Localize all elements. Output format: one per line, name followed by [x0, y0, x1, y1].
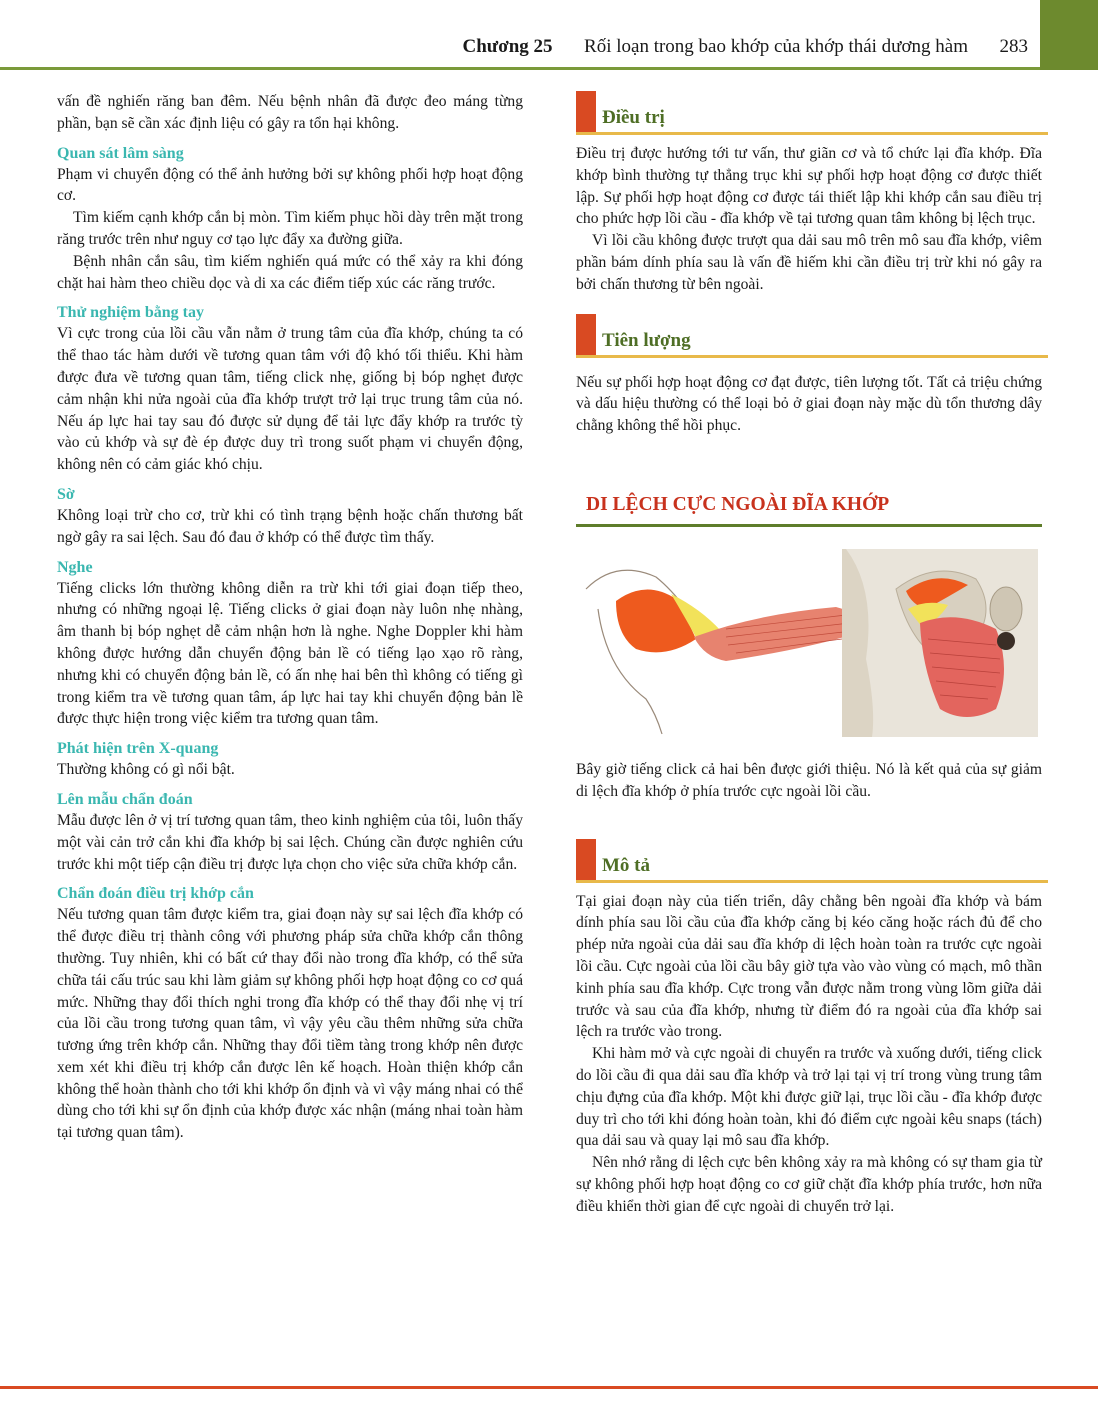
heading-bar [576, 91, 596, 135]
section-title-rule [576, 524, 1042, 527]
chapter-title: Rối loạn trong bao khớp của khớp thái dương hàm [584, 36, 968, 57]
paragraph: Vì cực trong của lồi cầu vẫn nằm ở trung tâm của đĩa khớp, chúng ta có thể thao tác hàm dưới về tương quan tâm với độ khó tối thiểu. Khi hàm được đưa về tương quan tâm, tiếng click nhẹ, giống bị bóp nghẹt được cảm nhận khi nửa ngoài của đĩa khớp trượt trở lại trục trung tâm của nó. Nếu áp lực hai tay sau đó được sử dụng để tải lực đẩy khớp ra trước tỳ vào củ khớp và sự đè ép được duy trì trong suốt phạm vi chuyển động, không nên có cảm giác khó chịu. [57, 325, 523, 474]
right-column [576, 91, 1042, 1218]
paragraph: Phạm vi chuyển động có thể ảnh hưởng bởi sự không phối hợp hoạt động cơ. [57, 165, 523, 205]
heading-rule [576, 355, 1048, 358]
heading-label: Điều trị [602, 107, 665, 128]
page-number: 283 [999, 36, 1028, 57]
paragraph: Mẫu được lên ở vị trí tương quan tâm, theo kinh nghiệm của tôi, luôn thấy một vài cản trở cắn khi đĩa khớp bị sai lệch. Chúng cần được nghiên cứu trước khi một tiếp cận điều trị được lựa chọn cho việc sửa chữa khớp cắn. [57, 811, 523, 873]
paragraph: Tại giai đoạn này của tiến triển, dây chằng bên ngoài đĩa khớp và bám dính phía sau lồi cầu của đĩa khớp căng bị kéo căng hoặc rách đủ để cho phép nửa ngoài của dải sau đĩa khớp di lệch hoàn toàn ra trước cực ngoài lồi cầu. Cực ngoài của lồi cầu bây giờ tựa vào vào vùng có mạch, mô thần kinh phía sau đĩa khớp. Cực trong vẫn được nằm trong vùng lõm giữa dải trước và sau của đĩa khớp, nhưng từ điểm đó ra ngoài của đĩa khớp sai lệch ra trước vào trong. [576, 892, 1042, 1041]
subheading-len-mau: Lên mẫu chẩn đoán [57, 790, 193, 808]
paragraph: Nếu tương quan tâm được kiểm tra, giai đoạn này sự sai lệch đĩa khớp có thể được điều trị thành công với phương pháp sửa chữa khớp cắn thông thường. Tuy nhiên, khi có bất cứ thay đổi nào trong đĩa khớp, có thể sửa chữa tái cấu trúc sau khi làm giảm sự không phối hợp hoạt động co cơ quá mức. Những thay đổi thích nghi trong đĩa khớp có thể thay đổi nhẹ vị trí của lồi cầu trong tương quan tâm, vì vậy yêu cầu thêm những sửa chữa tương ứng trên khớp cắn. Những thay đổi tiềm tàng trong khớp nên được xem xét khi điều trị khớp cắn được lên kế hoạch. Hoàn thiện khớp cắn không thể hoàn thành cho tới khi khớp ổn định và vì vậy máng nhai có thể dùng cho tới khi sự ổn định của khớp được xác nhận (máng nhai toàn hàm tại tương quan tâm). [57, 906, 523, 1142]
subheading-nghe: Nghe [57, 558, 93, 576]
subheading-so: Sờ [57, 485, 75, 503]
section-title [576, 487, 1042, 527]
paragraph: Khi hàm mở và cực ngoài di chuyển ra trước và xuống dưới, tiếng click do lồi cầu đi qua dải sau đĩa khớp và trở lại tại vị trí trong vùng trung tâm chịu đựng của đĩa khớp. Một khi được giữ lại, trục lồi cầu - đĩa khớp được duy trì cho tới khi đóng hoàn toàn, khi đó điểm cực ngoài kêu snaps (tách) qua dải sau và quay lại mô sau đĩa khớp. [576, 1045, 1042, 1150]
chapter-number: 25 [533, 36, 553, 57]
box-heading-tien-luong [576, 314, 1042, 358]
box-heading-mo-ta [576, 839, 1042, 883]
intro-paragraph: vấn đề nghiến răng ban đêm. Nếu bệnh nhân đã được đeo máng từng phần, bạn sẽ cần xác định liệu có gây ra tổn hại không. [57, 93, 523, 132]
subheading-chan-doan: Chẩn đoán điều trị khớp cắn [57, 885, 254, 903]
section-title-label: DI LỆCH CỰC NGOÀI ĐĨA KHỚP [586, 493, 890, 515]
paragraph: Không loại trừ cho cơ, trừ khi có tình trạng bệnh hoặc chấn thương bất ngờ gây ra sai lệch. Sau đó đau ở khớp có thể được tìm thấy. [57, 506, 523, 546]
running-head [463, 36, 1029, 58]
condyle-illustration [842, 549, 1038, 737]
corner-tab [1040, 0, 1098, 70]
paragraph: Tiếng clicks lớn thường không diễn ra trừ khi tới giai đoạn tiếp theo, nhưng có những ngoại lệ. Tiếng clicks ở giai đoạn này luôn nhẹ nhàng, âm thanh bị bóp nghẹt dễ cảm nhận hơn là nghe. Nghe Doppler khi hàm không được hướng dẫn chuyển động bản lề có tiếng lạo xạo rõ ràng, nhưng khi có chuyển động bản lề, có ấn nhẹ hai bên thì không có tiếng gì trong kiểm tra về tương quan tâm, áp lực hai tay khi chuyển động bản lề được thực hiện trong việc kiểm tra tương quan tâm. [57, 579, 523, 728]
paragraph: Điều trị được hướng tới tư vấn, thư giãn cơ và tổ chức lại đĩa khớp. Đĩa khớp bình thường tự thẳng trục khi sự phối hợp hoạt động cơ được thiết lập. Sự phối hợp hoạt động cơ được tái thiết lập khi khớp cắn sau điều trị cho phức hợp lồi cầu - đĩa khớp về tại tương quan tâm không bị lệch trục. [576, 145, 1042, 228]
subheading-xquang: Phát hiện trên X-quang [57, 740, 219, 758]
heading-label: Mô tả [602, 854, 651, 876]
heading-rule [576, 132, 1048, 135]
footer-rule [0, 1386, 1098, 1389]
paragraph: Tìm kiếm cạnh khớp cắn bị mòn. Tìm kiếm phục hồi dày trên mặt trong răng trước trên như nguy cơ tạo lực đẩy xa đường giữa. [57, 209, 523, 248]
disc-diagram [586, 570, 858, 734]
heading-bar [576, 314, 596, 358]
paragraph: Thường không có gì nổi bật. [57, 761, 235, 779]
heading-bar [576, 839, 596, 883]
page-header [0, 0, 1098, 75]
paragraph: Nên nhớ rằng di lệch cực bên không xảy ra mà không có sự tham gia từ sự không phối hợp hoạt động co cơ giữ chặt đĩa khớp phía trước, hơn nữa điều khiển thời gian để cực ngoài di chuyển trở lại. [576, 1154, 1042, 1215]
chapter-label: Chương [462, 36, 529, 57]
box-heading-dieu-tri [576, 91, 1042, 135]
heading-label: Tiên lượng [602, 329, 691, 351]
figure-caption: Bây giờ tiếng click cả hai bên được giới thiệu. Nó là kết quả của sự giảm di lệch đĩa khớp ở phía trước cực ngoài lồi cầu. [576, 760, 1042, 800]
header-rule [0, 67, 1040, 70]
paragraph: Bệnh nhân cắn sâu, tìm kiếm nghiến quá mức có thể xảy ra khi đóng chặt hai hàm theo chiều dọc và di xa các điểm tiếp xúc các răng trước. [57, 252, 523, 292]
paragraph: Nếu sự phối hợp hoạt động cơ đạt được, tiên lượng tốt. Tất cả triệu chứng và dấu hiệu thường có thể loại bỏ ở giai đoạn này mặc dù tổn thương dây chằng không thể hồi phục. [576, 373, 1042, 435]
subheading-quan-sat: Quan sát lâm sàng [57, 144, 184, 162]
tmj-illustration [576, 549, 1042, 741]
tmj-illustration-svg [576, 549, 1042, 741]
heading-rule [576, 880, 1048, 883]
subheading-thu-nghiem: Thử nghiệm bằng tay [57, 304, 204, 322]
left-column [57, 91, 523, 1144]
paragraph: Vì lồi cầu không được trượt qua dải sau mô trên mô sau đĩa khớp, viêm phần bám dính phía sau là vấn đề hiếm khi cần điều trị trừ khi nó gây ra bởi chấn thương từ bên ngoài. [576, 232, 1042, 293]
